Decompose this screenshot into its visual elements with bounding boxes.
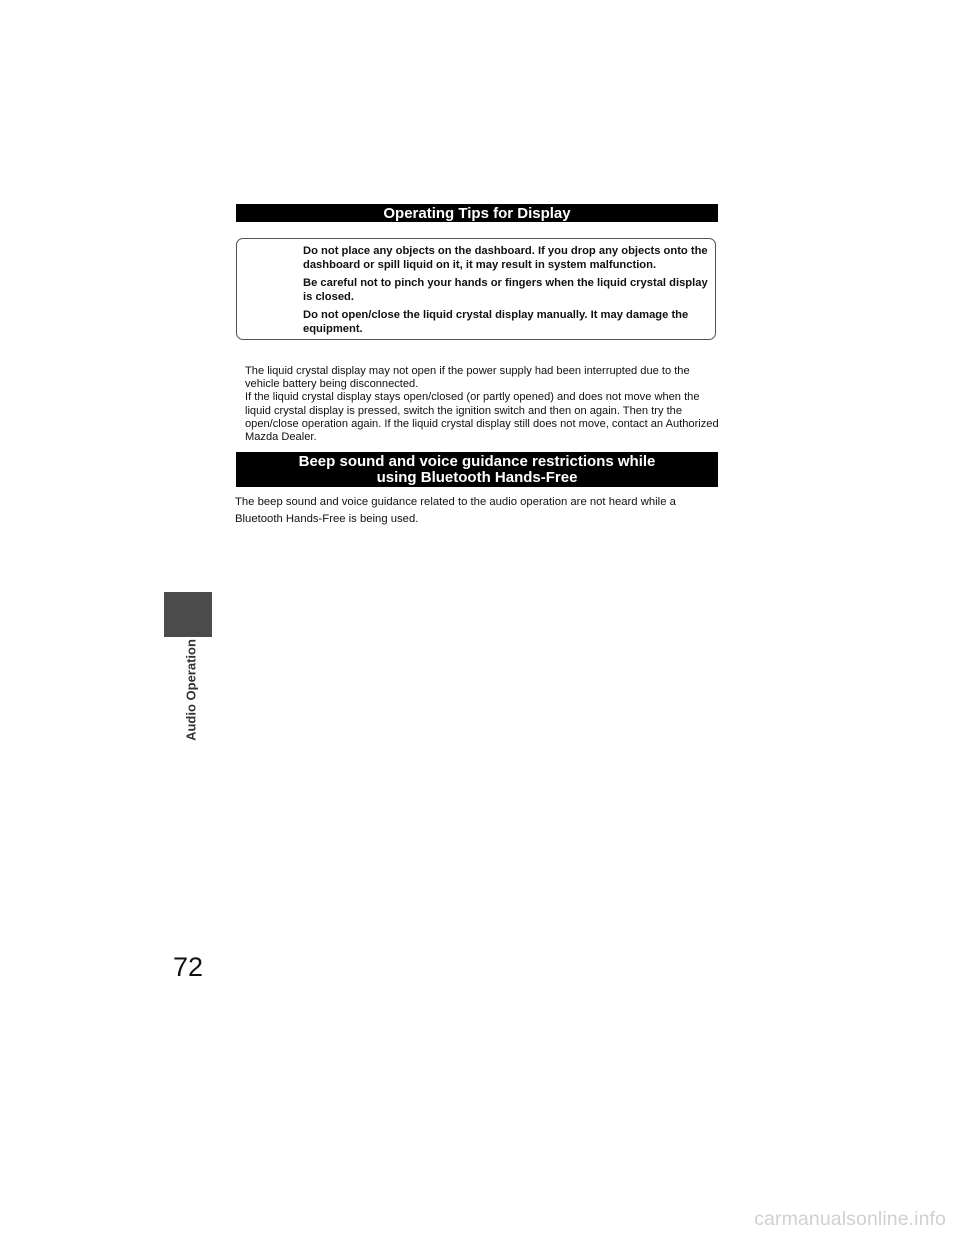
note-paragraph: If the liquid crystal display stays open/closed (or partly opened) and does not move when the liquid crystal display is pressed, switch the ignition switch and then on again. Then try the open/close operation again. If the liquid crystal display still does not move, contact an Authorized Mazda Dealer. [245, 391, 719, 444]
note-block [245, 365, 720, 444]
page-number: 72 [172, 952, 204, 982]
caution-list [303, 244, 708, 340]
section-heading-display-tips: Operating Tips for Display [236, 204, 718, 222]
section-heading-beep-restrictions [236, 452, 718, 487]
watermark-text: carmanualsonline.info [754, 1208, 946, 1230]
caution-box [236, 238, 716, 340]
note-paragraph: The liquid crystal display may not open if the power supply had been interrupted due to the vehicle battery being disconnected. [245, 365, 690, 391]
section-side-label: Audio Operation [183, 639, 199, 741]
heading-line: Beep sound and voice guidance restrictions while [298, 453, 656, 470]
caution-item: Be careful not to pinch your hands or fingers when the liquid crystal display is closed. [303, 277, 708, 303]
caution-item: Do not place any objects on the dashboard. If you drop any objects onto the dashboard or spill liquid on it, it may result in system malfunction. [303, 245, 708, 271]
body-paragraph: The beep sound and voice guidance related to the audio operation are not heard while a Bluetooth Hands-Free is being used. [235, 496, 676, 525]
heading-line: using Bluetooth Hands-Free [376, 469, 578, 486]
caution-item: Do not open/close the liquid crystal display manually. It may damage the equipment. [303, 309, 689, 335]
section-side-tab [164, 592, 212, 637]
